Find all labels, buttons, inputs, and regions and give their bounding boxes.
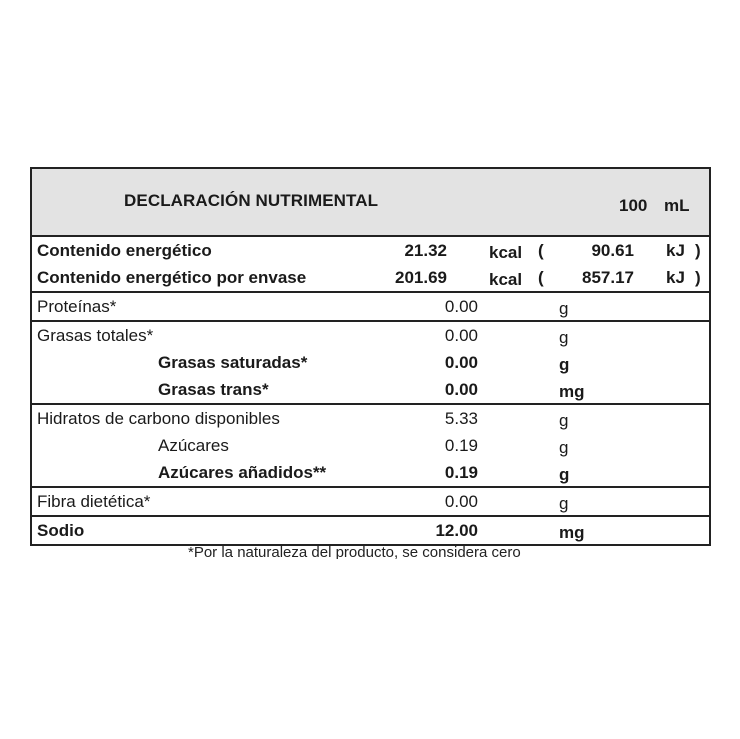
energy-kcal-value: 21.32 [404, 241, 447, 260]
table-title: DECLARACIÓN NUTRIMENTAL [124, 191, 379, 210]
sodium-section [32, 517, 709, 544]
nutrient-unit: g [559, 438, 569, 457]
nutrient-unit: g [559, 355, 570, 374]
nutrient-row-azucares [32, 432, 709, 459]
nutrient-value: 0.00 [444, 297, 478, 316]
nutrient-label: Fibra dietética* [37, 492, 151, 511]
nutrient-row-hidratos [32, 405, 709, 432]
close-paren: ) [695, 241, 701, 260]
nutrient-value: 5.33 [444, 409, 478, 428]
serving-quantity: 100 [619, 196, 648, 215]
energy-kcal-unit: kcal [489, 243, 523, 262]
open-paren: ( [538, 268, 544, 287]
nutrient-value: 0.00 [444, 380, 478, 399]
nutrient-unit: g [559, 465, 570, 484]
energy-section [32, 237, 709, 293]
nutrient-row-sodio [32, 517, 709, 544]
energy-package-label: Contenido energético por envase [37, 268, 307, 287]
nutrient-unit: mg [559, 523, 585, 542]
serving-unit: mL [664, 196, 690, 215]
open-paren: ( [538, 241, 544, 260]
nutrient-label: Azúcares [158, 436, 229, 455]
fiber-section [32, 488, 709, 517]
nutrient-row-proteinas [32, 293, 709, 320]
nutrient-value: 0.19 [444, 436, 478, 455]
nutrient-label: Proteínas* [37, 297, 117, 316]
nutrient-label: Grasas trans* [158, 380, 269, 399]
nutrient-label: Azúcares añadidos** [158, 463, 327, 482]
nutrient-unit: g [559, 494, 569, 513]
energy-package-kcal-unit: kcal [489, 270, 523, 289]
fat-section [32, 322, 709, 405]
nutrient-unit: mg [559, 382, 585, 401]
nutrient-row-grasas-trans [32, 376, 709, 403]
nutrient-row-grasas-saturadas [32, 349, 709, 376]
nutrient-label: Sodio [37, 521, 85, 540]
close-paren: ) [695, 268, 701, 287]
nutrient-unit: g [559, 299, 569, 318]
energy-kj-value: 90.61 [591, 241, 634, 260]
nutrition-facts-table [30, 167, 711, 546]
energy-package-kj-unit: kJ [666, 268, 685, 287]
nutrient-value: 0.00 [444, 353, 478, 372]
footnote: *Por la naturaleza del producto, se considera cero [188, 544, 521, 559]
nutrient-value: 12.00 [435, 521, 478, 540]
nutrient-label: Hidratos de carbono disponibles [37, 409, 280, 428]
energy-label: Contenido energético [37, 241, 212, 260]
table-header [32, 169, 709, 237]
nutrient-label: Grasas saturadas* [158, 353, 308, 372]
nutrient-row-azucares-anadidos [32, 459, 709, 486]
energy-package-kj-value: 857.17 [582, 268, 634, 287]
nutrient-row-grasas-totales [32, 322, 709, 349]
nutrient-unit: g [559, 411, 569, 430]
nutrient-value: 0.19 [444, 463, 478, 482]
nutrient-value: 0.00 [444, 326, 478, 345]
protein-section [32, 293, 709, 322]
energy-package-kcal-value: 201.69 [395, 268, 447, 287]
nutrient-label: Grasas totales* [37, 326, 154, 345]
carbohydrate-section [32, 405, 709, 488]
energy-per-package-row [32, 264, 709, 291]
nutrient-value: 0.00 [444, 492, 478, 511]
energy-kj-unit: kJ [666, 241, 685, 260]
energy-row [32, 237, 709, 264]
nutrient-unit: g [559, 328, 569, 347]
nutrient-row-fibra [32, 488, 709, 515]
